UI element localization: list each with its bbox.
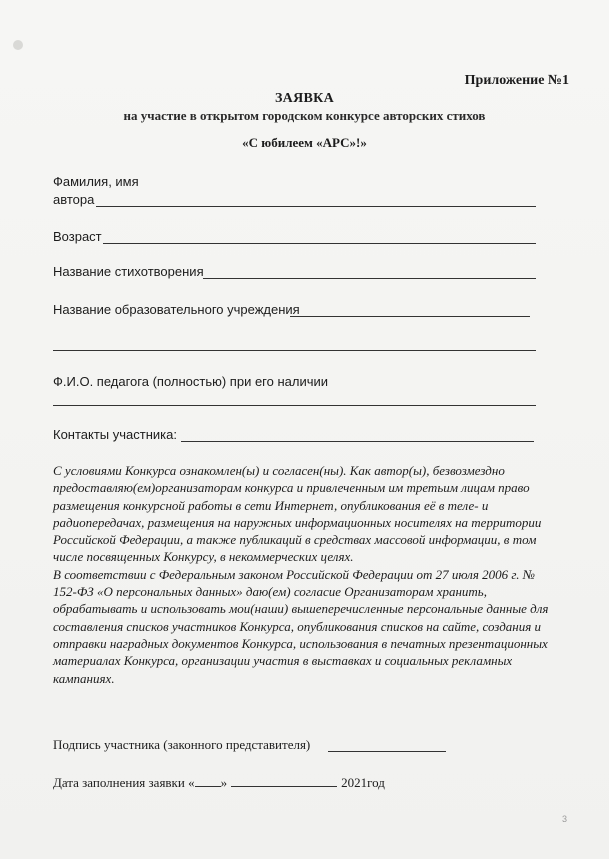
poem-title-label: Название стихотворения: [53, 264, 204, 279]
age-line[interactable]: [103, 243, 536, 244]
name-label-line1: Фамилия, имя: [53, 174, 139, 189]
scan-mark: [13, 40, 23, 50]
poem-title-line[interactable]: [203, 278, 536, 279]
name-label-line2: автора: [53, 192, 95, 207]
signature-line[interactable]: [328, 751, 446, 752]
date-month-line[interactable]: [231, 774, 337, 787]
date-prefix: Дата заполнения заявки «: [53, 775, 195, 790]
appendix-label: Приложение №1: [464, 73, 569, 88]
school-line[interactable]: [290, 316, 530, 317]
consent-paragraph-1: С условиями Конкурса ознакомлен(ы) и согласен(ны). Как автор(ы), безвозмездно предоставляю(ем)организаторам конкурса и привлеченным им третьим лицам право размещения конкурсной работы в сети Интернет, опубликования её в теле- и радиопередачах, размещения на наружных информационных носителях на территории Российской Федерации, а также публикаций в средствах массовой информации, в том числе посвященных Конкурсу, в некоммерческих целях.: [53, 463, 542, 565]
contacts-line[interactable]: [181, 441, 534, 442]
age-label: Возраст: [53, 229, 102, 244]
date-mid: »: [220, 775, 228, 790]
teacher-label: Ф.И.О. педагога (полностью) при его наличии: [53, 374, 329, 389]
teacher-line[interactable]: [53, 405, 536, 406]
school-line-2[interactable]: [53, 350, 536, 351]
consent-paragraph-2: В соответствии с Федеральным законом Российской Федерации от 27 июля 2006 г. № 152-ФЗ «О персональных данных» даю(ем) согласие Организаторам хранить, обрабатывать и использовать мои(наши) вышеперечисленные персональные данные для составления списков участников Конкурса, опубликования списков на сайте, создания и отправки наградных документов Конкурса, использования в печатных презентационных материалах Конкурса, организации участия в выставках и социальных рекламных кампаниях.: [53, 566, 549, 686]
contacts-label: Контакты участника:: [53, 427, 177, 442]
contest-name: «С юбилеем «АРС»!»: [242, 135, 367, 150]
date-day-line[interactable]: [195, 774, 221, 787]
name-line[interactable]: [96, 206, 536, 207]
document-title: ЗАЯВКА: [274, 91, 334, 106]
signature-label: Подпись участника (законного представителя): [53, 737, 311, 752]
school-label: Название образовательного учреждения: [53, 302, 300, 317]
date-year: 2021год: [341, 775, 385, 790]
consent-text: [53, 462, 553, 687]
page-number: 3: [561, 814, 567, 824]
document-subtitle: на участие в открытом городском конкурсе авторских стихов: [123, 108, 486, 123]
date-label: [53, 774, 385, 791]
